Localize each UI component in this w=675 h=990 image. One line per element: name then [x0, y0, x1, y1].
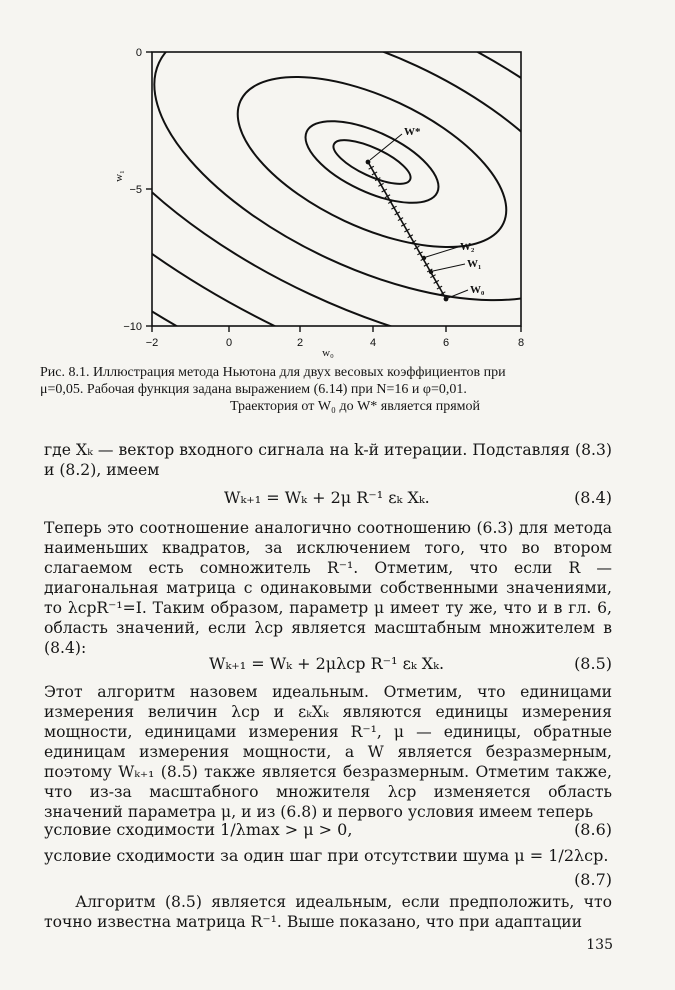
contour-2 [294, 104, 450, 219]
paragraph-text: Алгоритм (8.5) является идеальным, если предположить, что точно известна матрица R⁻¹. Выше показано, что при адаптации [44, 893, 612, 931]
x-tick-label: 6 [442, 337, 450, 349]
equation-8-4 [44, 488, 612, 510]
y-tick-marks [146, 52, 152, 326]
paragraph [44, 892, 612, 932]
equation-number: (8.6) [574, 820, 612, 839]
paragraph-text: Теперь это соотношение аналогично соотношению (6.3) для метода наименьших квадратов, за исключением того, что во втором слагаемом есть сомножитель R⁻¹. Отметим, что если R — диагональная матрица с одинаковыми собственными значениями, то λсрR⁻¹=I. Таким образом, параметр μ имеет ту же, что и в гл. 6, область значений, если λср является масштабным множителем в (8.4): [44, 519, 612, 657]
equation-number: (8.7) [574, 870, 612, 889]
paragraph [44, 518, 612, 658]
caption-line: μ=0,05. Рабочая функция задана выражением (6.14) при N=16 и φ=0,01. [40, 382, 467, 397]
paragraph [44, 440, 612, 480]
contour-1 [328, 132, 416, 193]
caption-line: Рис. 8.1. Иллюстрация метода Ньютона для двух весовых коэффициентов при [40, 365, 506, 380]
x-tick-label: 2 [296, 337, 304, 349]
caption-line: Траектория от W₀ до W* является прямой [229, 399, 481, 414]
equation-formula: Wₖ₊₁ = Wₖ + 2μλср R⁻¹ εₖ Xₖ. [209, 654, 445, 673]
x-tick-label: −2 [145, 337, 159, 349]
figure-caption [40, 364, 640, 415]
w0-label: W₀ [470, 284, 485, 296]
w1-label: W₁ [467, 258, 482, 270]
w-star-label: W* [404, 126, 421, 138]
x-tick-label: 0 [225, 337, 233, 349]
paragraph-text: где Xₖ — вектор входного сигнала на k-й итерации. Подставляя (8.3) и (8.2), имеем [44, 441, 612, 479]
w1-point [429, 270, 433, 274]
y-tick-label: 0 [135, 47, 142, 59]
equation-8-5 [44, 654, 612, 676]
w0-point [444, 297, 449, 302]
w2-label: W₂ [460, 241, 475, 253]
contour-4 [114, 0, 630, 357]
y-tick-label: −10 [123, 321, 142, 333]
y-tick-label: −5 [129, 184, 142, 196]
w2-point [422, 256, 426, 260]
equation-formula: условие сходимости 1/λmax > μ > 0, [44, 820, 353, 839]
label-leaders [370, 134, 468, 298]
x-tick-label: 8 [517, 337, 525, 349]
x-tick-marks [152, 326, 521, 332]
paragraph [44, 682, 612, 822]
equation-formula: условие сходимости за один шаг при отсутствии шума μ = 1/2λср. [44, 846, 609, 865]
equation-number: (8.5) [574, 654, 612, 673]
equation-formula: Wₖ₊₁ = Wₖ + 2μ R⁻¹ εₖ Xₖ. [224, 488, 430, 507]
equation-8-6 [44, 820, 612, 842]
newton-method-contour-plot [0, 0, 675, 360]
y-axis-label: w₁ [113, 170, 125, 182]
page-number: 135 [586, 937, 613, 953]
paragraph-text: Этот алгоритм назовем идеальным. Отметим, что единицами измерения величин λср и εₖXₖ являются единицы измерения мощности, единицами измерения R⁻¹, μ — единицы, обратные единицам измерения мощности, а W является безразмерным, поэтому Wₖ₊₁ (8.5) также является безразмерным. Отметим также, что из-за масштабного множителя λср изменяется область значений параметра μ, и из (6.8) и первого условия имеем теперь [44, 683, 612, 821]
x-tick-label: 4 [369, 337, 377, 349]
equation-8-7 [44, 846, 612, 889]
x-axis-label: w₀ [322, 347, 334, 359]
contour-3 [213, 42, 531, 282]
equation-number: (8.4) [574, 488, 612, 507]
w-star-point [366, 160, 371, 165]
